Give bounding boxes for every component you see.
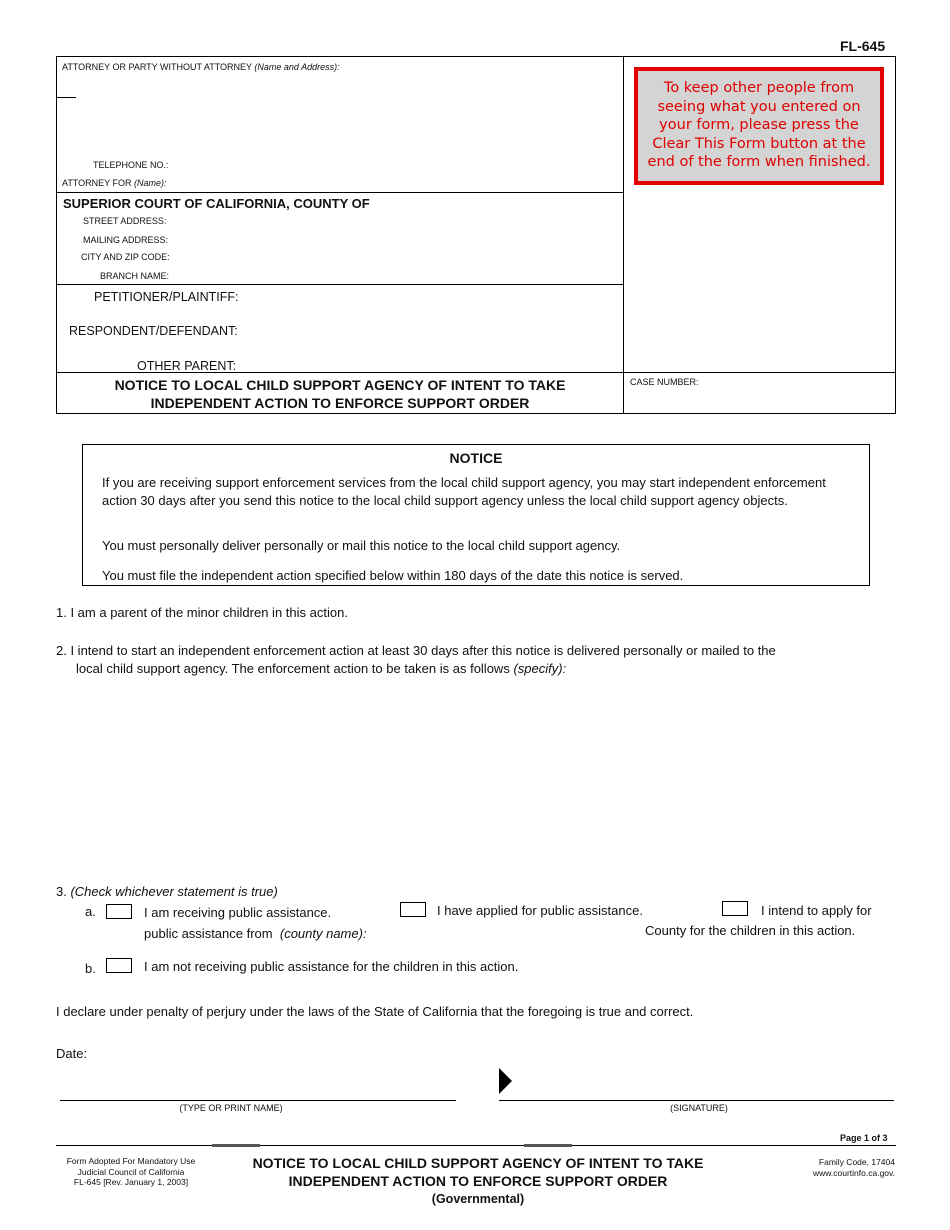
respondent-label: RESPONDENT/DEFENDANT: <box>69 324 238 338</box>
not-receiving-assistance-text: I am not receiving public assistance for the children in this action. <box>144 959 519 974</box>
applied-assistance-checkbox[interactable] <box>400 902 426 917</box>
notice-paragraph-1: If you are receiving support enforcement services from the local child support agency, you may start independent enforcement action 30 days after you send this notice to the local child support agency unless the local child support agency objects. <box>102 475 826 508</box>
attorney-for-label: ATTORNEY FOR (Name): <box>62 178 167 188</box>
page-number: Page 1 of 3 <box>840 1133 888 1143</box>
date-field[interactable] <box>95 1043 295 1061</box>
street-address-label: STREET ADDRESS: <box>83 216 167 226</box>
city-zip-label: CITY AND ZIP CODE: <box>81 252 170 262</box>
item-2-line-1: 2. I intend to start an independent enforcement action at least 30 days after this notice is delivered personally or mailed to the <box>56 643 776 658</box>
enforcement-action-field[interactable] <box>76 682 896 872</box>
adoption-info: Form Adopted For Mandatory Use Judicial Council of California FL-645 [Rev. January 1, 2003] <box>66 1156 196 1187</box>
intend-apply-text: I intend to apply for <box>761 903 872 918</box>
legal-references: Family Code, 17404 www.courtinfo.ca.gov. <box>812 1157 895 1178</box>
caption-divider <box>623 57 624 413</box>
applied-assistance-text: I have applied for public assistance. <box>437 903 643 918</box>
intend-apply-checkbox[interactable] <box>722 901 748 916</box>
receiving-assistance-checkbox[interactable] <box>106 904 132 919</box>
telephone-label: TELEPHONE NO.: <box>93 160 169 170</box>
item-2-line-2: local child support agency. The enforcement action to be taken is as follows (specify): <box>76 661 567 676</box>
item-3b-label: b. <box>85 961 96 976</box>
other-parent-label: OTHER PARENT: <box>137 359 237 373</box>
receiving-assistance-text: I am receiving public assistance. <box>144 905 332 920</box>
attorney-label: ATTORNEY OR PARTY WITHOUT ATTORNEY (Name and Address): <box>62 62 340 72</box>
item-1: 1. I am a parent of the minor children in this action. <box>56 605 348 620</box>
county-suffix-text: County for the children in this action. <box>645 923 856 938</box>
signature-field[interactable] <box>499 1075 894 1099</box>
clear-form-message: To keep other people from seeing what you entered on your form, please press the Clear This Form button at the end of the form when finished. <box>634 67 884 185</box>
date-label: Date: <box>56 1046 88 1061</box>
petitioner-label: PETITIONER/PLAINTIFF: <box>94 290 239 304</box>
form-number: FL-645 <box>840 38 886 54</box>
signature-label: (SIGNATURE) <box>670 1103 728 1113</box>
mailing-address-label: MAILING ADDRESS: <box>83 235 169 245</box>
type-name-label: (TYPE OR PRINT NAME) <box>179 1103 283 1113</box>
court-heading: SUPERIOR COURT OF CALIFORNIA, COUNTY OF <box>63 196 370 211</box>
item-3a-label: a. <box>85 904 96 919</box>
item-3: 3. (Check whichever statement is true) <box>56 884 278 899</box>
name-line <box>60 1100 456 1101</box>
printed-name-field[interactable] <box>60 1075 455 1099</box>
footer-rule <box>56 1145 896 1146</box>
notice-paragraph-3: You must file the independent action specified below within 180 days of the date this notice is served. <box>102 568 684 583</box>
public-assistance-from-text: public assistance from (county name): <box>144 926 367 941</box>
declaration: I declare under penalty of perjury under the laws of the State of California that the foregoing is true and correct. <box>56 1004 694 1019</box>
notice-paragraph-2: You must personally deliver personally or mail this notice to the local child support agency. <box>102 538 621 553</box>
footer-title: NOTICE TO LOCAL CHILD SUPPORT AGENCY OF INTENT TO TAKE INDEPENDENT ACTION TO ENFORCE SUPPORT ORDER (Governmental) <box>252 1155 704 1206</box>
not-receiving-assistance-checkbox[interactable] <box>106 958 132 973</box>
county-name-field[interactable] <box>390 924 640 942</box>
notice-heading: NOTICE <box>449 450 503 466</box>
case-number-label: CASE NUMBER: <box>630 377 699 387</box>
notice-box <box>82 444 870 586</box>
attorney-field-mark[interactable] <box>57 97 76 98</box>
signature-line <box>499 1100 894 1101</box>
branch-name-label: BRANCH NAME: <box>100 271 170 281</box>
form-title: NOTICE TO LOCAL CHILD SUPPORT AGENCY OF INTENT TO TAKE INDEPENDENT ACTION TO ENFORCE SUPPORT ORDER <box>114 377 566 411</box>
